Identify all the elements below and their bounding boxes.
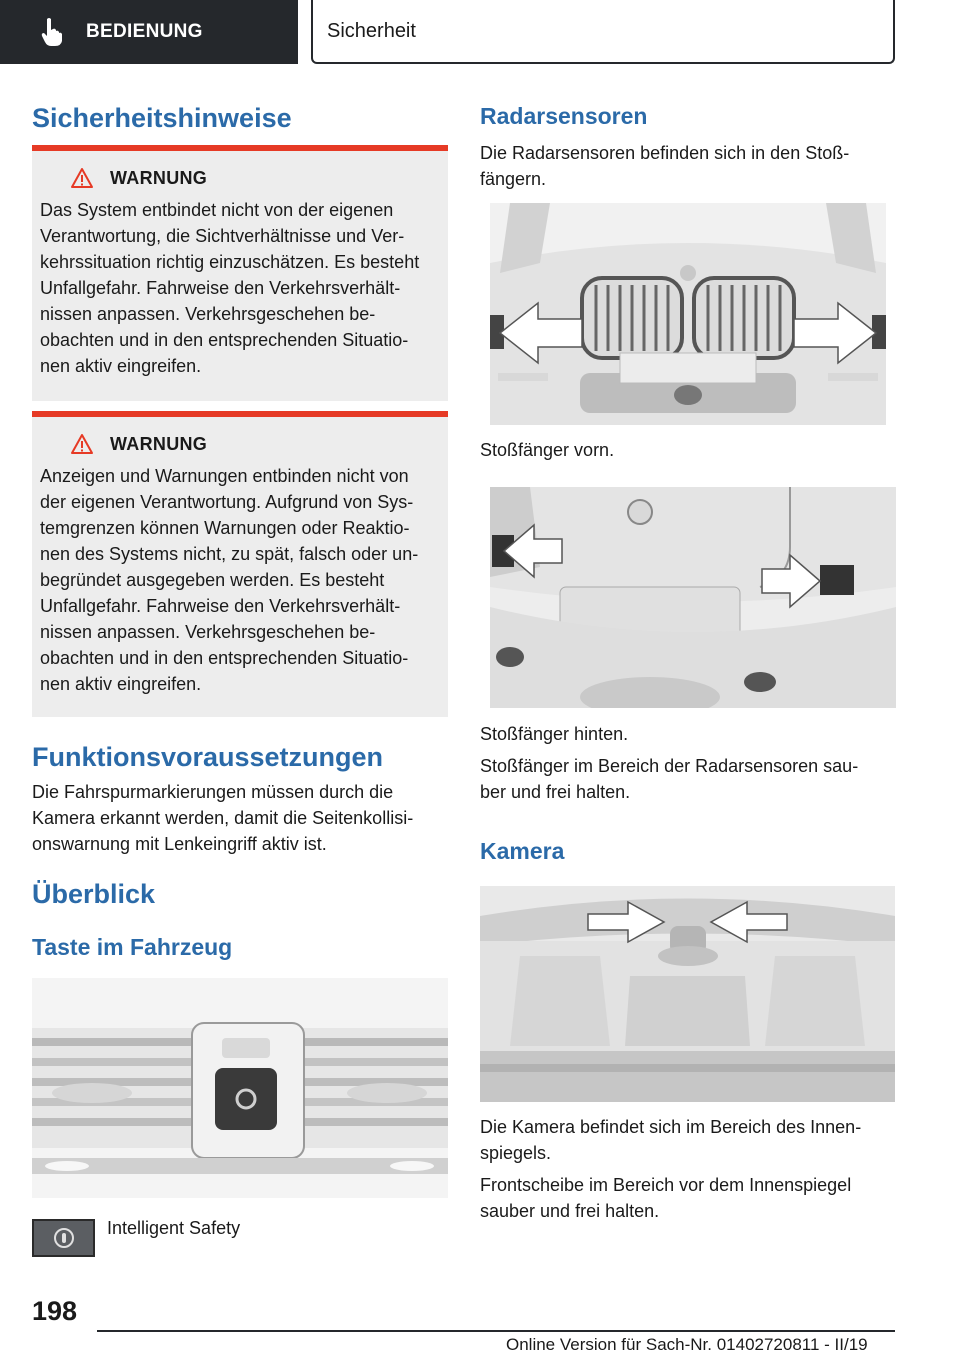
hand-icon (40, 17, 64, 47)
warning-triangle-icon (70, 433, 94, 455)
heading-camera: Kamera (480, 838, 565, 864)
requirements-text: Die Fahrspurmarkierungen müssen durch die Kamera erkannt werden, damit die Seitenkollisi- onswarnung mit Lenkeingriff aktiv ist. (32, 782, 414, 854)
section-tab[interactable] (0, 0, 298, 64)
camera-text: Die Kamera befindet sich im Bereich des Innen- spiegels. (480, 1117, 862, 1163)
heading-radar: Radarsensoren (480, 103, 648, 129)
radar-text: Die Radarsensoren befinden sich in den Stoß- fängern. (480, 143, 850, 189)
page-number: 198 (32, 1296, 78, 1326)
warning-label: WARNUNG (110, 167, 208, 188)
section-label: BEDIENUNG (86, 21, 203, 42)
button-photo (32, 978, 448, 1198)
warning-box-1 (32, 145, 448, 401)
warning-box-2 (32, 411, 448, 717)
warning-label: WARNUNG (110, 433, 208, 454)
warning-text: Das System entbindet nicht von der eigenen Verantwortung, die Sichtverhältnisse und Ver- kehrssituation richtig einzuschätzen. Es besteht Unfallgefahr. Fahrweise den Verkehrsverhält- nissen anpassen. Verkehrsgeschehen be- obachten und in den entsprechenden Situatio- nen aktiv eingreifen. (40, 200, 420, 376)
button-caption: Intelligent Safety (107, 1218, 241, 1238)
camera-photo (480, 886, 895, 1102)
intelligent-safety-button-icon (32, 1219, 95, 1257)
warning-triangle-icon (70, 167, 94, 189)
warning-text: Anzeigen und Warnungen entbinden nicht von der eigenen Verantwortung. Aufgrund von Sys- temgrenzen können Warnungen oder Reaktio- nen des Systems nicht, zu spät, falsch oder un- begründet ausgegeben werden. Es besteht Unfallgefahr. Fahrweise den Verkehrsverhält- nissen anpassen. Verkehrsgeschehen be- obachten und in den entsprechenden Situatio- nen aktiv eingreifen. (40, 466, 419, 694)
heading-requirements: Funktionsvoraussetzungen (32, 742, 384, 772)
rear-bumper-photo (490, 487, 896, 708)
windshield-text: Frontscheibe im Bereich vor dem Innenspiegel sauber und frei halten. (480, 1175, 852, 1221)
front-bumper-photo (490, 203, 886, 425)
heading-overview: Überblick (32, 879, 156, 909)
chapter-header (311, 0, 895, 64)
rear-caption: Stoßfänger hinten. (480, 724, 629, 744)
footer-divider (97, 1330, 895, 1332)
heading-button: Taste im Fahrzeug (32, 934, 233, 960)
footer-version: Online Version für Sach-Nr. 01402720811 - II/19 (506, 1335, 868, 1354)
chapter-label: Sicherheit (327, 19, 416, 42)
front-caption: Stoßfänger vorn. (480, 440, 615, 460)
page-title: Sicherheitshinweise (32, 103, 292, 133)
rear-text: Stoßfänger im Bereich der Radarsensoren sau- ber und frei halten. (480, 756, 859, 802)
